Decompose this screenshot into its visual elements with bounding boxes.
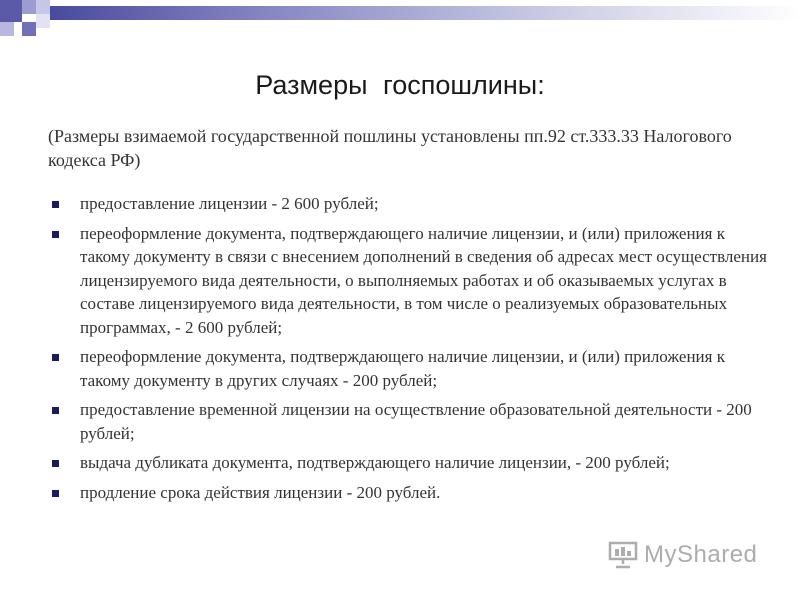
bullet-item <box>50 398 770 445</box>
decor-square <box>0 0 22 22</box>
bullet-item <box>50 192 770 216</box>
slide-subtitle: (Размеры взимаемой государственной пошлины установлены пп.92 ст.333.33 Налогового кодекса РФ) <box>48 126 732 170</box>
bullet-text: переоформление документа, подтверждающего наличие лицензии, и (или) приложения к такому документу в связи с внесением дополнений в сведения об адресах мест осуществления лицензируемого вида деятельности, о выполняемых работах и об оказываемых услугах в составе лицензируемого вида деятельности, в том числе о реализуемых образовательных программах, - 2 600 рублей; <box>80 223 767 337</box>
bullet-item <box>50 451 770 475</box>
square-bullet-icon <box>52 460 59 467</box>
watermark <box>608 540 757 570</box>
square-bullet-icon <box>52 407 59 414</box>
bullet-item <box>50 481 770 505</box>
header-gradient-bar <box>50 6 800 20</box>
presentation-board-icon <box>608 541 638 569</box>
bullet-text: выдача дубликата документа, подтверждающего наличие лицензии, - 200 рублей; <box>80 453 670 472</box>
watermark-text: MyShared <box>644 541 758 568</box>
square-bullet-icon <box>52 201 59 208</box>
decor-square <box>36 14 50 28</box>
bullet-list <box>50 192 770 510</box>
decor-square <box>36 0 50 14</box>
bullet-item <box>50 345 770 392</box>
bullet-text: продление срока действия лицензии - 200 рублей. <box>80 482 441 502</box>
square-bullet-icon <box>52 490 59 497</box>
bullet-text: предоставление лицензии - 2 600 рублей; <box>80 194 379 213</box>
bullet-text: переоформление документа, подтверждающего наличие лицензии, и (или) приложения к такому документу в других случаях - 200 рублей; <box>80 347 725 390</box>
bullet-text: предоставление временной лицензии на осуществление образовательной деятельности - 200 рублей; <box>80 400 752 443</box>
bullet-item <box>50 222 770 340</box>
slide-title: Размеры госпошлины: <box>255 70 545 100</box>
decor-square <box>22 0 36 14</box>
decor-square <box>22 22 36 36</box>
square-bullet-icon <box>52 354 59 361</box>
square-bullet-icon <box>52 231 59 238</box>
decor-square <box>0 22 14 36</box>
